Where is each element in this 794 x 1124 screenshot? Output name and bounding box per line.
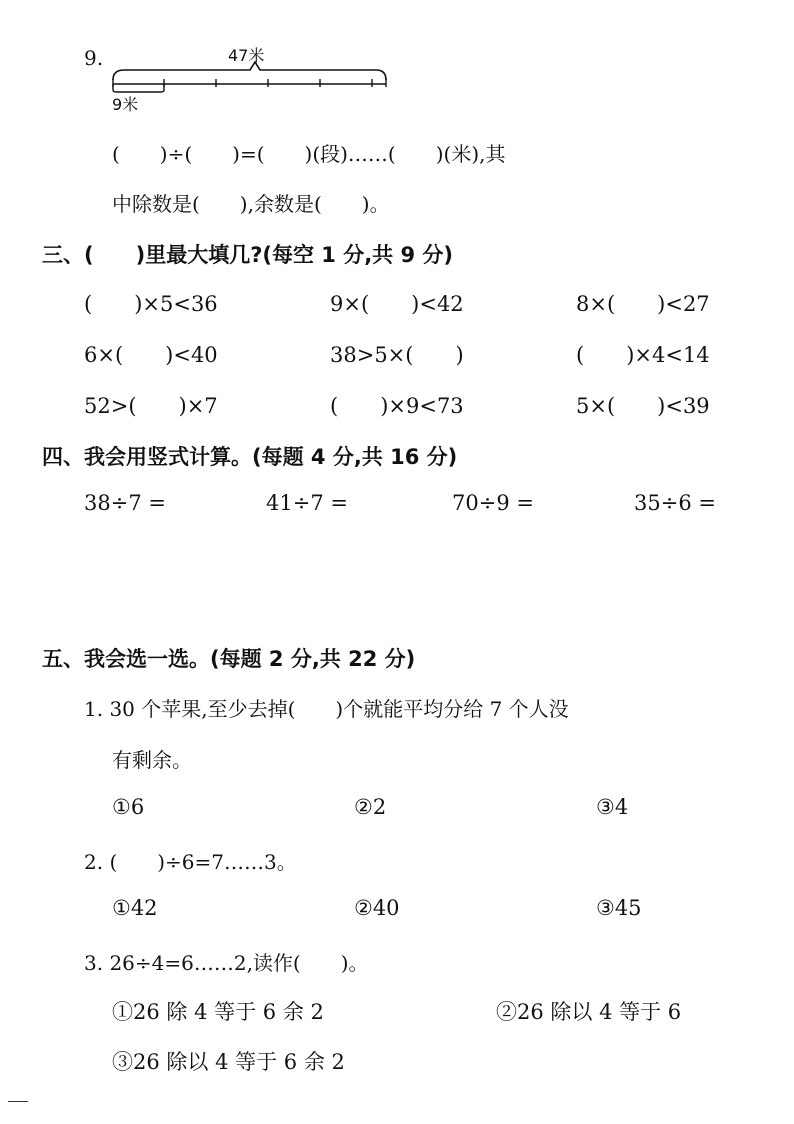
question-9-number: 9. [84, 46, 104, 70]
fill-item: 9×( )<42 [330, 292, 464, 316]
question-9-line-1: ( )÷( )=( )(段)……( )(米),其 [112, 142, 506, 166]
calc-problem: 70÷9 = [452, 491, 534, 515]
choice-question-1: 1. 30 个苹果,至少去掉( )个就能平均分给 7 个人没 [84, 697, 569, 721]
option-3: ③45 [596, 896, 642, 920]
fill-item: 5×( )<39 [576, 394, 710, 418]
section-3-heading: 三、( )里最大填几?(每空 1 分,共 9 分) [42, 243, 454, 267]
calc-problem: 38÷7 = [84, 491, 166, 515]
footer-mark [8, 1101, 28, 1102]
choice-question-1-cont: 有剩余。 [112, 748, 192, 772]
calc-problem: 35÷6 = [634, 491, 716, 515]
choice-question-2: 2. ( )÷6=7……3。 [84, 850, 297, 874]
total-length-label: 47米 [228, 46, 265, 65]
calc-problem: 41÷7 = [266, 491, 348, 515]
question-9-line-2: 中除数是( ),余数是( )。 [112, 192, 390, 216]
fill-item: 52>( )×7 [84, 394, 218, 418]
segment-brace [113, 84, 164, 92]
fill-item: ( )×5<36 [84, 292, 218, 316]
segment-length-label: 9米 [112, 95, 139, 114]
option-1: ①6 [112, 795, 145, 819]
fill-item: 38>5×( ) [330, 343, 464, 367]
fill-item: ( )×9<73 [330, 394, 464, 418]
option-2: ②40 [354, 896, 400, 920]
section-5-heading: 五、我会选一选。(每题 2 分,共 22 分) [42, 647, 416, 671]
option-1: ①42 [112, 896, 158, 920]
option-3: ③26 除以 4 等于 6 余 2 [112, 1050, 345, 1074]
fill-item: 8×( )<27 [576, 292, 710, 316]
option-3: ③4 [596, 795, 629, 819]
fill-item: ( )×4<14 [576, 343, 710, 367]
option-1: ①26 除 4 等于 6 余 2 [112, 1000, 324, 1024]
choice-question-3: 3. 26÷4=6……2,读作( )。 [84, 951, 369, 975]
section-4-heading: 四、我会用竖式计算。(每题 4 分,共 16 分) [42, 445, 458, 469]
option-2: ②26 除以 4 等于 6 [496, 1000, 682, 1024]
fill-item: 6×( )<40 [84, 343, 218, 367]
option-2: ②2 [354, 795, 387, 819]
